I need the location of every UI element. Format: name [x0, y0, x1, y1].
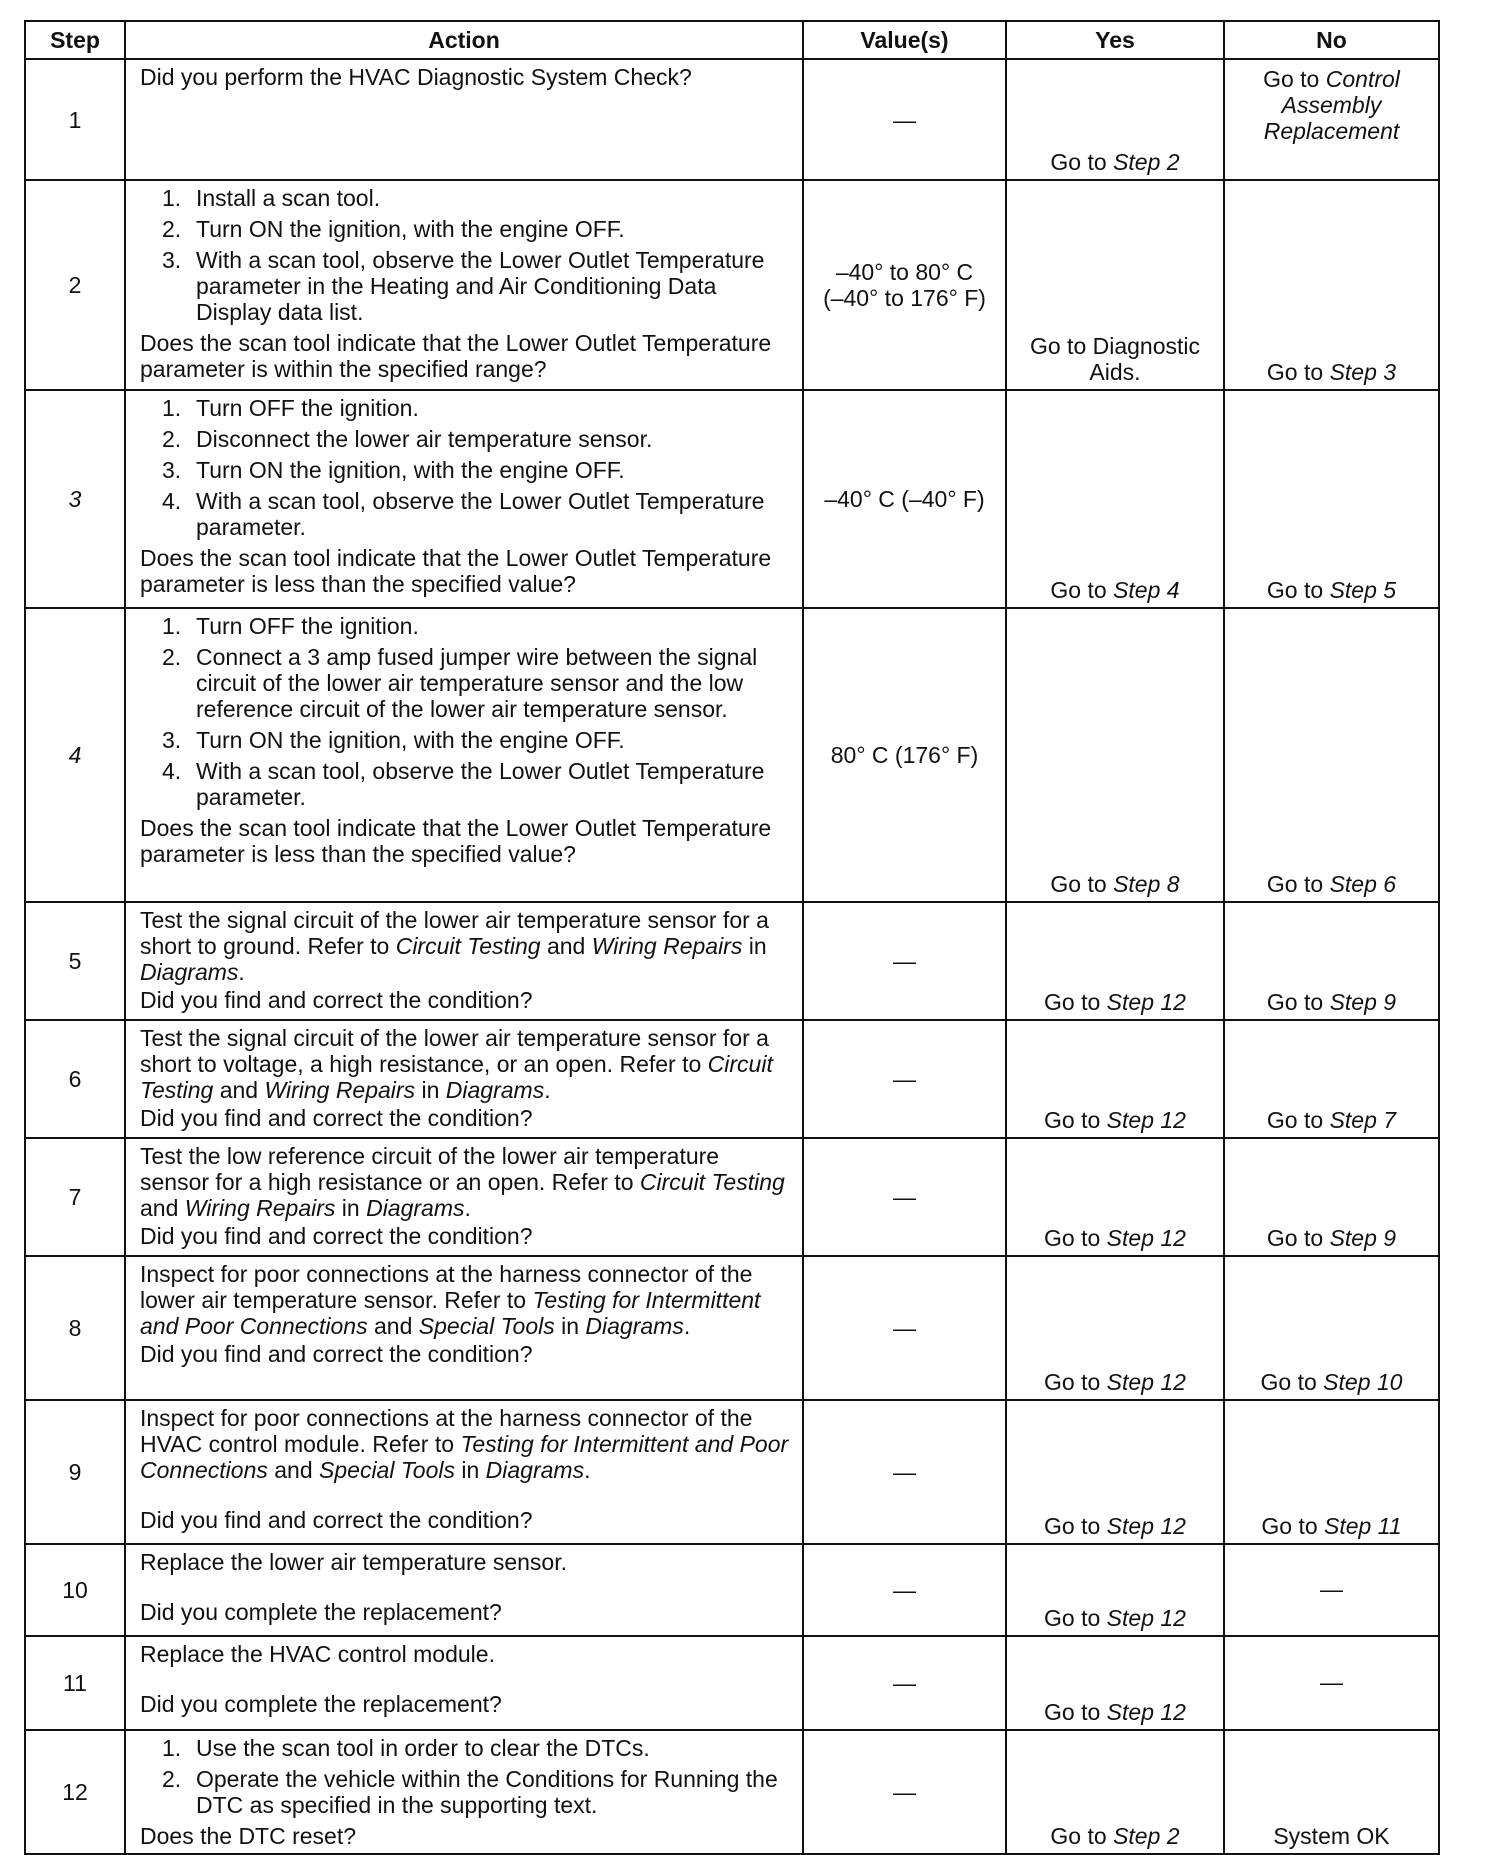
no-link[interactable]: Step 11 [1324, 1513, 1402, 1539]
yes-link[interactable]: Step 12 [1106, 1225, 1186, 1251]
action-cell [125, 1730, 803, 1854]
yes-link[interactable]: Step 2 [1113, 149, 1180, 175]
procedure-step: 2. Connect a 3 amp fused jumper wire between the signal circuit of the lower air temperature sensor and the low reference circuit of the lower air temperature sensor. [162, 644, 758, 722]
question: Did you find and correct the condition? [140, 1105, 533, 1131]
no-link[interactable]: Step 9 [1329, 1225, 1397, 1251]
yes-cell [1006, 180, 1224, 390]
yes-cell [1006, 59, 1224, 180]
action-text: Inspect for poor connections at the harness connector of the HVAC control module. Refer to Testing for Intermittent and Poor Connections and Special Tools in Diagrams. [140, 1405, 789, 1483]
yes-cell: Go to Step 12 [1006, 902, 1224, 1020]
action-text: Test the low reference circuit of the lower air temperature sensor for a high resistance or an open. Refer to Circuit Testing and Wiring Repairs in Diagrams. [140, 1143, 785, 1221]
table-row [25, 180, 1439, 390]
no-link[interactable]: Step 5 [1329, 577, 1397, 603]
question: Did you complete the replacement? [140, 1691, 502, 1717]
yes-cell: Go to Step 12 [1006, 1544, 1224, 1636]
yes-cell: Go to Step 12 [1006, 1020, 1224, 1138]
yes-link[interactable]: Step 12 [1106, 1107, 1186, 1133]
question: Did you find and correct the condition? [140, 1223, 533, 1249]
no-cell: — [1224, 1544, 1439, 1636]
step-number: 7 [25, 1138, 125, 1256]
question: Does the scan tool indicate that the Lower Outlet Temperature parameter is less than the specified value? [140, 815, 772, 867]
value-cell: — [803, 1544, 1006, 1636]
procedure-step: 1. Use the scan tool in order to clear the DTCs. [162, 1735, 650, 1761]
action-cell [125, 1544, 803, 1636]
value-cell: — [803, 902, 1006, 1020]
yes-cell: Go to Step 2 [1006, 1730, 1224, 1854]
action-cell [125, 390, 803, 608]
question: Did you find and correct the condition? [140, 987, 533, 1013]
table-row [25, 59, 1439, 180]
question: Does the DTC reset? [140, 1823, 357, 1849]
table-row [25, 1256, 1439, 1400]
header-no: No [1224, 21, 1439, 59]
procedure-step: 1. Turn OFF the ignition. [162, 395, 419, 421]
table-row [25, 1138, 1439, 1256]
step-number: 6 [25, 1020, 125, 1138]
yes-cell: Go to Step 8 [1006, 608, 1224, 902]
no-link[interactable]: Step 9 [1329, 989, 1397, 1015]
yes-cell: Go to Step 4 [1006, 390, 1224, 608]
value-cell: — [803, 1730, 1006, 1854]
table-row [25, 1544, 1439, 1636]
action-cell [125, 1636, 803, 1730]
action-cell [125, 1020, 803, 1138]
yes-link[interactable]: Step 2 [1113, 1823, 1180, 1849]
question: Did you complete the replacement? [140, 1599, 502, 1625]
step-number: 3 [25, 390, 125, 608]
procedure-list [140, 613, 790, 810]
question: Does the scan tool indicate that the Lower Outlet Temperature parameter is within the specified range? [140, 330, 772, 382]
yes-cell: Go to Step 12 [1006, 1256, 1224, 1400]
value-cell: — [803, 1138, 1006, 1256]
procedure-step: 3. Turn ON the ignition, with the engine OFF. [162, 457, 625, 483]
yes-link[interactable]: Step 12 [1106, 1369, 1186, 1395]
procedure-step: 1. Install a scan tool. [162, 185, 381, 211]
yes-link[interactable]: Step 12 [1106, 1605, 1186, 1631]
action-text: Did you perform the HVAC Diagnostic System Check? [140, 64, 692, 90]
procedure-step: 2. Disconnect the lower air temperature sensor. [162, 426, 653, 452]
value-cell: — [803, 1636, 1006, 1730]
header-yes: Yes [1006, 21, 1224, 59]
value-cell: — [803, 59, 1006, 180]
table-row [25, 1400, 1439, 1544]
procedure-list [140, 395, 790, 540]
table-row [25, 390, 1439, 608]
action-cell [125, 1256, 803, 1400]
action-text: Test the signal circuit of the lower air temperature sensor for a short to voltage, a high resistance, or an open. Refer to Circuit Testing and Wiring Repairs in Diagrams. [140, 1025, 773, 1103]
procedure-step: 4. With a scan tool, observe the Lower Outlet Temperature parameter. [162, 758, 765, 810]
question: Did you find and correct the condition? [140, 1341, 533, 1367]
step-number: 8 [25, 1256, 125, 1400]
procedure-step: 1. Turn OFF the ignition. [162, 613, 419, 639]
no-cell: Go to Step 6 [1224, 608, 1439, 902]
table-row [25, 902, 1439, 1020]
step-number: 12 [25, 1730, 125, 1854]
yes-prefix: Go to [1050, 149, 1107, 175]
step-number: 1 [25, 59, 125, 180]
yes-link[interactable]: Step 12 [1106, 1699, 1186, 1725]
action-cell [125, 1138, 803, 1256]
no-link[interactable]: Step 10 [1323, 1369, 1403, 1395]
yes-cell: Go to Step 12 [1006, 1400, 1224, 1544]
yes-cell: Go to Step 12 [1006, 1138, 1224, 1256]
action-text: Replace the HVAC control module. [140, 1641, 495, 1667]
value-cell: –40° to 80° C (–40° to 176° F) [803, 180, 1006, 390]
procedure-step: 4. With a scan tool, observe the Lower Outlet Temperature parameter. [162, 488, 765, 540]
procedure-step: 2. Operate the vehicle within the Conditions for Running the DTC as specified in the supporting text. [162, 1766, 778, 1818]
header-step: Step [25, 21, 125, 59]
procedure-step: 3. With a scan tool, observe the Lower Outlet Temperature parameter in the Heating and Air Conditioning Data Display data list. [162, 247, 765, 325]
action-text: Replace the lower air temperature sensor. [140, 1549, 567, 1575]
no-cell [1224, 59, 1439, 180]
question: Did you find and correct the condition? [140, 1507, 533, 1533]
step-number: 9 [25, 1400, 125, 1544]
header-action: Action [125, 21, 803, 59]
yes-cell: Go to Step 12 [1006, 1636, 1224, 1730]
action-text: Test the signal circuit of the lower air temperature sensor for a short to ground. Refer to Circuit Testing and Wiring Repairs in Diagrams. [140, 907, 769, 985]
step-number: 4 [25, 608, 125, 902]
yes-link[interactable]: Go to Diagnostic Aids. [1029, 333, 1201, 385]
procedure-step: 2. Turn ON the ignition, with the engine OFF. [162, 216, 625, 242]
action-cell [125, 180, 803, 390]
no-link[interactable]: Step 7 [1329, 1107, 1397, 1133]
no-cell: — [1224, 1636, 1439, 1730]
table-row [25, 1636, 1439, 1730]
no-cell: Go to Step 11 [1224, 1400, 1439, 1544]
no-cell: Go to Step 3 [1224, 180, 1439, 390]
yes-link[interactable]: Step 12 [1106, 989, 1186, 1015]
value-cell: 80° C (176° F) [803, 608, 1006, 902]
no-cell: Go to Step 9 [1224, 902, 1439, 1020]
value-cell: –40° C (–40° F) [803, 390, 1006, 608]
header-values: Value(s) [803, 21, 1006, 59]
step-number: 11 [25, 1636, 125, 1730]
no-link[interactable]: Step 3 [1329, 359, 1397, 385]
no-link[interactable]: Control Assembly Replacement [1263, 66, 1400, 144]
action-cell [125, 608, 803, 902]
no-cell: Go to Step 10 [1224, 1256, 1439, 1400]
table-row [25, 608, 1439, 902]
no-cell: Go to Step 9 [1224, 1138, 1439, 1256]
action-cell [125, 59, 803, 180]
no-link[interactable]: Step 6 [1329, 871, 1397, 897]
yes-link[interactable]: Step 8 [1113, 871, 1180, 897]
step-number: 5 [25, 902, 125, 1020]
step-number: 2 [25, 180, 125, 390]
yes-link[interactable]: Step 12 [1106, 1513, 1186, 1539]
action-text: Inspect for poor connections at the harness connector of the lower air temperature sensor. Refer to Testing for Intermittent and Poor Connections and Special Tools in Diagrams. [140, 1261, 761, 1339]
procedure-list [140, 185, 790, 325]
procedure-step: 3. Turn ON the ignition, with the engine OFF. [162, 727, 625, 753]
diagnostic-table-container [24, 20, 1438, 1855]
no-cell: System OK [1224, 1730, 1439, 1854]
diagnostic-table [24, 20, 1440, 1855]
yes-link[interactable]: Step 4 [1113, 577, 1180, 603]
value-cell: — [803, 1256, 1006, 1400]
step-number: 10 [25, 1544, 125, 1636]
no-cell: Go to Step 5 [1224, 390, 1439, 608]
value-cell: — [803, 1020, 1006, 1138]
action-cell [125, 902, 803, 1020]
table-row [25, 1730, 1439, 1854]
no-cell: Go to Step 7 [1224, 1020, 1439, 1138]
table-row [25, 1020, 1439, 1138]
value-cell: — [803, 1400, 1006, 1544]
question: Does the scan tool indicate that the Lower Outlet Temperature parameter is less than the specified value? [140, 545, 772, 597]
header-row [25, 21, 1439, 59]
procedure-list [140, 1735, 790, 1818]
action-cell [125, 1400, 803, 1544]
no-prefix: Go to [1263, 66, 1320, 92]
